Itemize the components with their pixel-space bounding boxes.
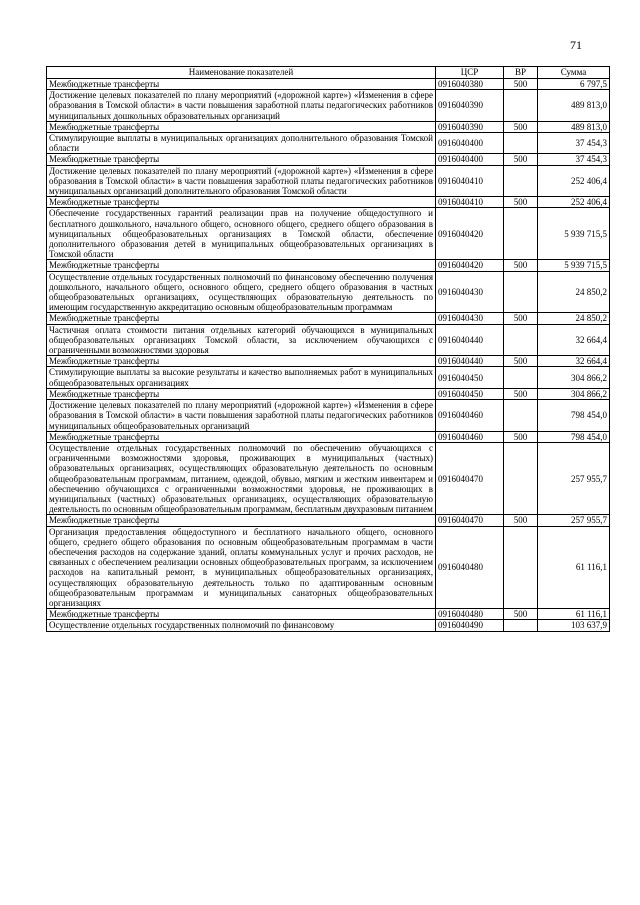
row-name-cell: Межбюджетные трансферты — [47, 121, 436, 132]
row-name-cell: Осуществление отдельных государственных полномочий по финансовому — [47, 620, 436, 631]
row-sum-cell: 5 939 715,5 — [538, 208, 610, 260]
row-vr-cell: 500 — [504, 79, 538, 90]
table-row — [47, 442, 610, 514]
row-sum-cell: 61 116,1 — [538, 609, 610, 620]
row-name-cell: Частичная оплата стоимости питания отдельных категорий обучающихся в муниципальных общеобразовательных организациях Томской области, за исключением обучающихся с ограниченными возможностями здоровья — [47, 324, 436, 356]
row-csr-cell: 0916040400 — [436, 133, 504, 154]
page-number: 71 — [570, 38, 582, 52]
row-vr-cell — [504, 208, 538, 260]
row-vr-cell — [504, 367, 538, 388]
row-sum-cell: 24 850,2 — [538, 271, 610, 313]
table-body — [47, 79, 610, 632]
header-vr: ВР — [504, 67, 538, 79]
row-vr-cell: 500 — [504, 356, 538, 367]
row-csr-cell: 0916040420 — [436, 208, 504, 260]
row-csr-cell: 0916040460 — [436, 431, 504, 442]
table-row — [47, 165, 610, 197]
row-csr-cell: 0916040430 — [436, 313, 504, 324]
row-name-cell: Достижение целевых показателей по плану мероприятий («дорожной карте») «Изменения в сфере образования в Томской области» в части повышения заработной платы педагогических работников муниципальных организаций дополнительного образования Томской области — [47, 165, 436, 197]
header-sum: Сумма — [538, 67, 610, 79]
row-name-cell: Межбюджетные трансферты — [47, 388, 436, 399]
table-row — [47, 271, 610, 313]
row-csr-cell: 0916040470 — [436, 515, 504, 526]
row-csr-cell: 0916040390 — [436, 90, 504, 122]
table-row — [47, 620, 610, 631]
table-row — [47, 526, 610, 609]
row-vr-cell: 500 — [504, 515, 538, 526]
row-name-cell: Межбюджетные трансферты — [47, 79, 436, 90]
row-vr-cell — [504, 165, 538, 197]
table-row — [47, 400, 610, 432]
row-name-cell: Межбюджетные трансферты — [47, 260, 436, 271]
row-vr-cell — [504, 90, 538, 122]
table-row — [47, 367, 610, 388]
row-sum-cell: 103 637,9 — [538, 620, 610, 631]
row-sum-cell: 252 406,4 — [538, 197, 610, 208]
row-vr-cell — [504, 133, 538, 154]
row-csr-cell: 0916040390 — [436, 121, 504, 132]
row-vr-cell: 500 — [504, 431, 538, 442]
row-sum-cell: 5 939 715,5 — [538, 260, 610, 271]
table-row — [47, 79, 610, 90]
row-csr-cell: 0916040400 — [436, 154, 504, 165]
row-sum-cell: 798 454,0 — [538, 400, 610, 432]
row-vr-cell: 500 — [504, 260, 538, 271]
row-sum-cell: 257 955,7 — [538, 515, 610, 526]
row-csr-cell: 0916040430 — [436, 271, 504, 313]
row-csr-cell: 0916040410 — [436, 197, 504, 208]
row-vr-cell — [504, 271, 538, 313]
table-row — [47, 90, 610, 122]
row-sum-cell: 798 454,0 — [538, 431, 610, 442]
table-row — [47, 208, 610, 260]
row-vr-cell — [504, 526, 538, 609]
table-row — [47, 515, 610, 526]
header-csr: ЦСР — [436, 67, 504, 79]
row-name-cell: Межбюджетные трансферты — [47, 515, 436, 526]
row-name-cell: Межбюджетные трансферты — [47, 609, 436, 620]
row-sum-cell: 37 454,3 — [538, 133, 610, 154]
table-row — [47, 154, 610, 165]
row-name-cell: Межбюджетные трансферты — [47, 431, 436, 442]
row-sum-cell: 32 664,4 — [538, 356, 610, 367]
table-row — [47, 388, 610, 399]
row-name-cell: Организация предоставления общедоступного и бесплатного начального общего, основного общего, среднего общего образования по основным общеобразовательным программам в части обеспечения расходов на содержание зданий, оплаты коммунальных услуг и прочих расходов, не связанных с обеспечением реализации основных общеобразовательных программ, за исключением расходов на капитальный ремонт, в муниципальных общеобразовательных организациях, осуществляющих образовательную деятельность только по адаптированным основным общеобразовательным программам и муниципальных санаторных общеобразовательных организациях — [47, 526, 436, 609]
table-row — [47, 197, 610, 208]
row-name-cell: Обеспечение государственных гарантий реализации прав на получение общедоступного и бесплатного дошкольного, начального общего, основного общего, среднего общего образования в муниципальных общеобразовательных организациях в Томской области, обеспечение дополнительного образования детей в муниципальных общеобразовательных организациях в Томской области — [47, 208, 436, 260]
row-csr-cell: 0916040460 — [436, 400, 504, 432]
row-sum-cell: 304 866,2 — [538, 367, 610, 388]
table-row — [47, 121, 610, 132]
row-sum-cell: 257 955,7 — [538, 442, 610, 514]
row-sum-cell: 489 813,0 — [538, 90, 610, 122]
row-csr-cell: 0916040480 — [436, 609, 504, 620]
row-sum-cell: 61 116,1 — [538, 526, 610, 609]
row-csr-cell: 0916040450 — [436, 388, 504, 399]
row-csr-cell: 0916040380 — [436, 79, 504, 90]
row-name-cell: Межбюджетные трансферты — [47, 197, 436, 208]
row-sum-cell: 37 454,3 — [538, 154, 610, 165]
row-csr-cell: 0916040450 — [436, 367, 504, 388]
row-vr-cell: 500 — [504, 609, 538, 620]
row-name-cell: Осуществление отдельных государственных полномочий по обеспечению обучающихся с ограниченными возможностями здоровья, проживающих в муниципальных (частных) образовательных организациях, осуществляющих образовательную деятельность по основным общеобразовательным программам, питанием, одеждой, обувью, мягким и жестким инвентарем и обеспечению обучающихся с ограниченными возможностями здоровья, не проживающих в муниципальных (частных) образовательных организациях, осуществляющих образовательную деятельность по основным общеобразовательным программам, бесплатным двухразовым питанием — [47, 442, 436, 514]
row-sum-cell: 252 406,4 — [538, 165, 610, 197]
row-csr-cell: 0916040410 — [436, 165, 504, 197]
table-row — [47, 324, 610, 356]
table-row — [47, 609, 610, 620]
row-name-cell: Осуществление отдельных государственных полномочий по финансовому обеспечению получения дошкольного, начального общего, основного общего, среднего общего образования в частных общеобразовательных организациях, осуществляющих образовательную деятельность по имеющим государственную аккредитацию основным общеобразовательным программам — [47, 271, 436, 313]
table-header-row — [47, 67, 610, 79]
row-name-cell: Стимулирующие выплаты за высокие результаты и качество выполняемых работ в муниципальных общеобразовательных организациях — [47, 367, 436, 388]
row-name-cell: Межбюджетные трансферты — [47, 313, 436, 324]
row-name-cell: Стимулирующие выплаты в муниципальных организациях дополнительного образования Томской области — [47, 133, 436, 154]
row-vr-cell: 500 — [504, 313, 538, 324]
row-sum-cell: 6 797,5 — [538, 79, 610, 90]
table-row — [47, 313, 610, 324]
row-vr-cell: 500 — [504, 121, 538, 132]
row-csr-cell: 0916040440 — [436, 356, 504, 367]
header-name: Наименование показателей — [47, 67, 436, 79]
table-row — [47, 431, 610, 442]
row-csr-cell: 0916040440 — [436, 324, 504, 356]
row-sum-cell: 24 850,2 — [538, 313, 610, 324]
row-vr-cell: 500 — [504, 154, 538, 165]
row-vr-cell — [504, 324, 538, 356]
row-name-cell: Достижение целевых показателей по плану мероприятий («дорожной карте») «Изменения в сфере образования в Томской области» в части повышения заработной платы педагогических работников муниципальных дошкольных образовательных организаций — [47, 90, 436, 122]
row-csr-cell: 0916040480 — [436, 526, 504, 609]
table-row — [47, 260, 610, 271]
row-vr-cell — [504, 442, 538, 514]
row-csr-cell: 0916040490 — [436, 620, 504, 631]
budget-table — [46, 66, 610, 632]
row-csr-cell: 0916040470 — [436, 442, 504, 514]
table-row — [47, 356, 610, 367]
row-sum-cell: 304 866,2 — [538, 388, 610, 399]
row-vr-cell: 500 — [504, 197, 538, 208]
row-name-cell: Достижение целевых показателей по плану мероприятий («дорожной карте») «Изменения в сфере образования в Томской области» в части повышения заработной платы педагогических работников муниципальных общеобразовательных организаций — [47, 400, 436, 432]
row-vr-cell — [504, 620, 538, 631]
row-name-cell: Межбюджетные трансферты — [47, 154, 436, 165]
row-name-cell: Межбюджетные трансферты — [47, 356, 436, 367]
row-sum-cell: 489 813,0 — [538, 121, 610, 132]
table-row — [47, 133, 610, 154]
row-vr-cell — [504, 400, 538, 432]
row-sum-cell: 32 664,4 — [538, 324, 610, 356]
row-csr-cell: 0916040420 — [436, 260, 504, 271]
row-vr-cell: 500 — [504, 388, 538, 399]
